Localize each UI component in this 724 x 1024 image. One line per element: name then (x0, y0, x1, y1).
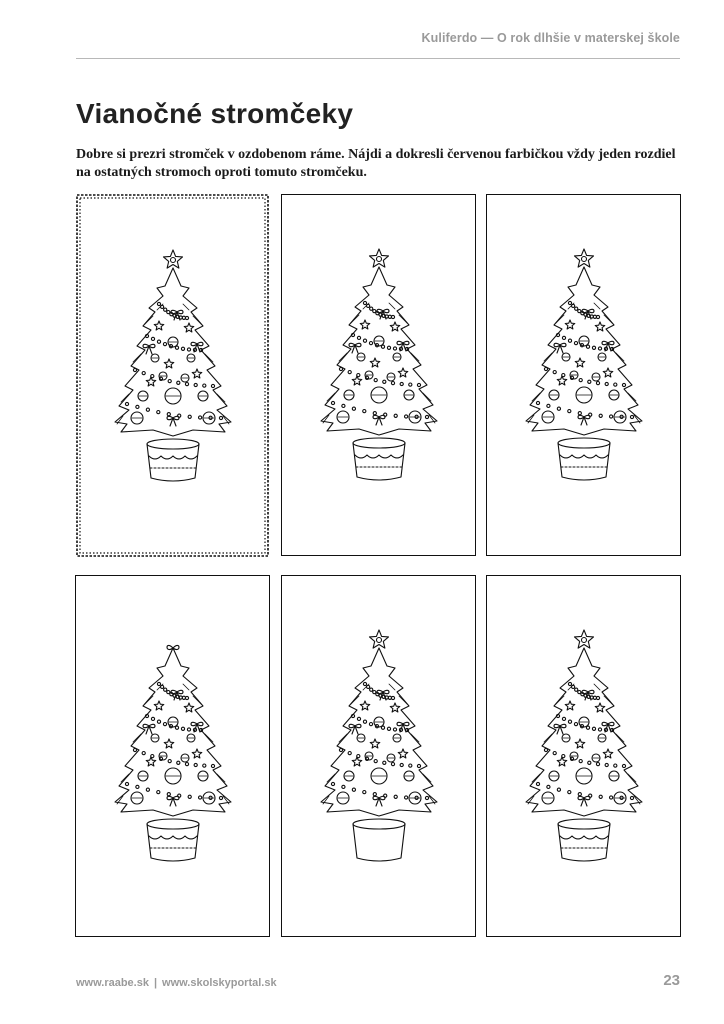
garland-bead (145, 334, 148, 337)
garland-bead (351, 333, 354, 336)
garland-bead (425, 796, 428, 799)
garland-bead (198, 796, 201, 799)
garland-bead (167, 793, 170, 796)
garland-bead (609, 415, 612, 418)
garland-bead (185, 382, 188, 385)
garland-bead (596, 382, 599, 385)
small-star-ornament (575, 739, 585, 748)
garland-bead (188, 415, 191, 418)
small-star-ornament (146, 377, 156, 386)
needle-stroke (411, 353, 419, 361)
needle-stroke (327, 774, 335, 782)
pot-rim (353, 438, 405, 448)
needle-stroke (628, 393, 636, 401)
needle-stroke (351, 696, 359, 704)
garland-bead (567, 410, 570, 413)
garland-bead (605, 382, 608, 385)
garland-bead (374, 760, 377, 763)
garland-bead (622, 383, 625, 386)
garland-bead (391, 382, 394, 385)
garland-bead (151, 717, 154, 720)
small-star-ornament (398, 749, 408, 758)
garland-bead (187, 728, 190, 731)
top-star-center (376, 638, 381, 643)
tree-panel-2 (281, 194, 476, 556)
garland-bead (156, 410, 159, 413)
needle-stroke (423, 774, 431, 782)
small-star-ornament (575, 358, 585, 367)
garland-bead (156, 791, 159, 794)
garland-bead (168, 379, 171, 382)
garland-bead (366, 685, 369, 688)
garland-bead (568, 682, 571, 685)
garland-bead (339, 748, 342, 751)
garland-bead (202, 384, 205, 387)
needle-stroke (217, 394, 225, 402)
needle-stroke (604, 315, 612, 323)
tree-outline (321, 267, 437, 435)
needle-stroke (145, 696, 153, 704)
garland-bead (181, 727, 184, 730)
needle-stroke (183, 684, 189, 690)
tree-outline (115, 648, 231, 816)
tree-outline (321, 648, 437, 816)
garland-bead (622, 764, 625, 767)
tree-outline (115, 268, 231, 436)
garland-bead (125, 402, 128, 405)
garland-bead (598, 347, 601, 350)
needle-stroke (594, 684, 600, 690)
garland-bead (163, 342, 166, 345)
bow-ornament (143, 344, 155, 354)
pot-rim (147, 819, 199, 829)
garland-bead (163, 308, 166, 311)
garland-bead (151, 337, 154, 340)
bow-ornament (578, 796, 590, 806)
garland-bead (557, 788, 560, 791)
running-header: Kuliferdo — O rok dlhšie v materskej škole (421, 31, 680, 45)
bow-ornament (373, 415, 385, 425)
needle-stroke (193, 696, 201, 704)
garland-bead (613, 764, 616, 767)
bow-ornament (578, 415, 590, 425)
garland-bead (194, 383, 197, 386)
garland-bead (387, 346, 390, 349)
small-star-ornament (360, 320, 370, 329)
small-star-ornament (154, 701, 164, 710)
garland-bead (331, 782, 334, 785)
garland-bead (609, 796, 612, 799)
garland-bead (553, 371, 556, 374)
garland-bead (211, 384, 214, 387)
garland-bead (146, 408, 149, 411)
garland-bead (408, 383, 411, 386)
garland-bead (369, 342, 372, 345)
pot-rim (558, 819, 610, 829)
tree-top-star (163, 250, 182, 268)
small-star-ornament (184, 323, 194, 332)
garland-bead (176, 761, 179, 764)
needle-stroke (133, 354, 141, 362)
garland-bead (157, 682, 160, 685)
small-star-ornament (595, 703, 605, 712)
garland-bead (133, 748, 136, 751)
garland-bead (157, 340, 160, 343)
garland-bead (157, 720, 160, 723)
needle-stroke (411, 734, 419, 742)
garland-bead (341, 785, 344, 788)
garland-bead (351, 714, 354, 717)
garland-bead (574, 307, 577, 310)
tree-outline (526, 648, 642, 816)
needle-stroke (594, 303, 600, 309)
garland-bead (557, 407, 560, 410)
tree-panel-6 (486, 575, 681, 937)
small-star-ornament (398, 368, 408, 377)
garland-bead (568, 339, 571, 342)
garland-bead (546, 404, 549, 407)
garland-bead (352, 788, 355, 791)
reference-tree-panel (75, 193, 270, 558)
needle-stroke (133, 734, 141, 742)
small-star-ornament (565, 701, 575, 710)
christmas-tree-drawing (299, 245, 459, 505)
garland-bead (146, 788, 149, 791)
garland-bead (163, 723, 166, 726)
garland-bead (188, 795, 191, 798)
garland-bead (577, 310, 580, 313)
tree-panel-4 (75, 575, 270, 937)
garland-bead (160, 305, 163, 308)
bow-ornament (554, 724, 566, 734)
garland-bead (578, 793, 581, 796)
garland-bead (348, 752, 351, 755)
garland-bead (135, 785, 138, 788)
garland-bead (630, 415, 633, 418)
christmas-tree-drawing (93, 246, 253, 506)
garland-bead (571, 685, 574, 688)
garland-bead (599, 795, 602, 798)
small-star-ornament (352, 376, 362, 385)
garland-bead (166, 691, 169, 694)
garland-bead (404, 796, 407, 799)
needle-stroke (399, 315, 407, 323)
needle-stroke (389, 684, 395, 690)
garland-bead (331, 401, 334, 404)
small-star-ornament (192, 369, 202, 378)
garland-bead (363, 682, 366, 685)
small-star-ornament (192, 749, 202, 758)
garland-bead (366, 304, 369, 307)
small-star-ornament (557, 757, 567, 766)
pot-pattern-scallop (149, 456, 197, 459)
needle-stroke (604, 696, 612, 704)
garland-bead (185, 316, 188, 319)
footer-links (76, 977, 277, 989)
tree-panel-5 (281, 575, 476, 937)
garland-bead (363, 720, 366, 723)
garland-bead (339, 367, 342, 370)
garland-bead (587, 761, 590, 764)
garland-bead (400, 382, 403, 385)
pot-rim (558, 438, 610, 448)
top-star-center (581, 638, 586, 643)
garland-bead (556, 333, 559, 336)
garland-bead (574, 723, 577, 726)
small-star-ornament (565, 320, 575, 329)
page-number: 23 (663, 972, 680, 989)
bow-ornament (143, 724, 155, 734)
garland-bead (181, 347, 184, 350)
garland-bead (387, 727, 390, 730)
garland-bead (373, 793, 376, 796)
garland-bead (142, 371, 145, 374)
needle-stroke (616, 734, 624, 742)
garland-bead (135, 405, 138, 408)
garland-bead (400, 763, 403, 766)
garland-bead (571, 304, 574, 307)
garland-bead (363, 301, 366, 304)
garland-bead (417, 383, 420, 386)
garland-bead (176, 381, 179, 384)
needle-stroke (205, 354, 213, 362)
garland-bead (382, 761, 385, 764)
garland-bead (167, 412, 170, 415)
garland-bead (211, 764, 214, 767)
garland-bead (372, 310, 375, 313)
needle-stroke (544, 734, 552, 742)
garland-bead (187, 347, 190, 350)
garland-bead (133, 368, 136, 371)
garland-bead (194, 763, 197, 766)
garland-bead (348, 371, 351, 374)
garland-bead (574, 688, 577, 691)
small-star-ornament (146, 757, 156, 766)
garland-bead (125, 782, 128, 785)
garland-bead (587, 380, 590, 383)
garland-bead (598, 728, 601, 731)
needle-stroke (399, 696, 407, 704)
garland-bead (382, 380, 385, 383)
footer-link-raabe[interactable]: www.raabe.sk (76, 977, 149, 989)
garland-bead (394, 414, 397, 417)
bow-ornament (373, 796, 385, 806)
needle-stroke (183, 304, 189, 310)
small-star-ornament (390, 703, 400, 712)
garland-bead (393, 728, 396, 731)
small-star-ornament (360, 701, 370, 710)
garland-bead (341, 404, 344, 407)
garland-bead (596, 763, 599, 766)
pot-pattern-scallop (149, 836, 197, 839)
christmas-tree-drawing (299, 626, 459, 886)
tree-top-star (574, 630, 593, 648)
garland-bead (536, 782, 539, 785)
garland-bead (596, 315, 599, 318)
needle-stroke (616, 353, 624, 361)
needle-stroke (556, 696, 564, 704)
garland-bead (605, 763, 608, 766)
bow-ornament (349, 724, 361, 734)
small-star-ornament (595, 322, 605, 331)
tree-panel-3 (486, 194, 681, 556)
garland-bead (578, 412, 581, 415)
garland-bead (592, 727, 595, 730)
garland-bead (562, 336, 565, 339)
header-divider (76, 58, 680, 59)
garland-bead (198, 415, 201, 418)
bow-ornament (349, 343, 361, 353)
top-star-center (581, 257, 586, 262)
garland-bead (219, 416, 222, 419)
garland-bead (577, 691, 580, 694)
garland-bead (369, 688, 372, 691)
garland-bead (630, 796, 633, 799)
garland-bead (373, 412, 376, 415)
garland-bead (391, 315, 394, 318)
small-star-ornament (184, 703, 194, 712)
pot-pattern-scallop (355, 455, 403, 458)
small-star-ornament (352, 757, 362, 766)
garland-bead (374, 379, 377, 382)
garland-bead (579, 379, 582, 382)
garland-bead (553, 752, 556, 755)
garland-bead (408, 764, 411, 767)
garland-bead (393, 347, 396, 350)
small-star-ornament (603, 749, 613, 758)
garland-bead (596, 696, 599, 699)
needle-stroke (544, 353, 552, 361)
small-star-ornament (370, 739, 380, 748)
top-star-center (170, 257, 175, 262)
garland-bead (568, 301, 571, 304)
bow-ornament (167, 796, 179, 806)
garland-bead (168, 760, 171, 763)
needle-stroke (339, 734, 347, 742)
garland-bead (145, 714, 148, 717)
tree-top-star (574, 249, 593, 267)
pot-pattern-scallop (560, 455, 608, 458)
tree-outline (526, 267, 642, 435)
pot-rim (147, 439, 199, 449)
garland-bead (568, 720, 571, 723)
needle-stroke (556, 315, 564, 323)
garland-bead (546, 785, 549, 788)
small-star-ornament (557, 376, 567, 385)
garland-bead (567, 791, 570, 794)
needle-stroke (327, 393, 335, 401)
garland-bead (425, 415, 428, 418)
garland-bead (369, 723, 372, 726)
garland-bead (357, 717, 360, 720)
garland-bead (394, 795, 397, 798)
garland-bead (391, 696, 394, 699)
garland-bead (219, 796, 222, 799)
garland-bead (544, 748, 547, 751)
garland-bead (574, 342, 577, 345)
garland-bead (166, 310, 169, 313)
needle-stroke (532, 774, 540, 782)
garland-bead (391, 763, 394, 766)
small-star-ornament (370, 358, 380, 367)
garland-bead (160, 685, 163, 688)
tree-top-star (369, 630, 388, 648)
pot-pattern-scallop (560, 836, 608, 839)
garland-bead (592, 346, 595, 349)
needle-stroke (121, 774, 129, 782)
garland-bead (142, 752, 145, 755)
needle-stroke (351, 315, 359, 323)
garland-bead (157, 302, 160, 305)
garland-bead (357, 336, 360, 339)
christmas-tree-drawing (93, 626, 253, 886)
bow-ornament (167, 416, 179, 426)
needle-stroke (389, 303, 395, 309)
christmas-tree-drawing (504, 626, 664, 886)
garland-bead (544, 367, 547, 370)
garland-bead (363, 339, 366, 342)
garland-bead (579, 760, 582, 763)
tree-top-star (369, 249, 388, 267)
needle-stroke (423, 393, 431, 401)
pot-rim (353, 819, 405, 829)
garland-bead (369, 307, 372, 310)
garland-bead (556, 714, 559, 717)
needle-stroke (205, 734, 213, 742)
footer-separator: | (153, 977, 158, 989)
garland-bead (352, 407, 355, 410)
needle-stroke (532, 393, 540, 401)
garland-bead (372, 691, 375, 694)
needle-stroke (121, 394, 129, 402)
small-star-ornament (603, 368, 613, 377)
garland-bead (404, 415, 407, 418)
garland-bead (562, 717, 565, 720)
small-star-ornament (390, 322, 400, 331)
garland-bead (362, 410, 365, 413)
page-title: Vianočné stromčeky (76, 98, 354, 129)
needle-stroke (628, 774, 636, 782)
instructions-text: Dobre si prezri stromček v ozdobenom ráme. Nájdi a dokresli červenou farbičkou vždy jeden rozdiel na ostatných stromoch oproti tomuto stromčeku. (76, 147, 676, 180)
top-star-center (376, 257, 381, 262)
garland-bead (185, 763, 188, 766)
garland-bead (417, 764, 420, 767)
small-star-ornament (164, 359, 174, 368)
needle-stroke (145, 316, 153, 324)
garland-bead (599, 414, 602, 417)
small-star-ornament (154, 321, 164, 330)
bow-ornament (554, 343, 566, 353)
needle-stroke (339, 353, 347, 361)
garland-bead (163, 688, 166, 691)
garland-bead (613, 383, 616, 386)
garland-bead (362, 791, 365, 794)
garland-bead (202, 764, 205, 767)
garland-bead (185, 696, 188, 699)
needle-stroke (193, 316, 201, 324)
garland-bead (536, 401, 539, 404)
small-star-ornament (164, 739, 174, 748)
needle-stroke (217, 774, 225, 782)
christmas-tree-drawing (504, 245, 664, 505)
footer-link-skolskyportal[interactable]: www.skolskyportal.sk (162, 977, 277, 989)
